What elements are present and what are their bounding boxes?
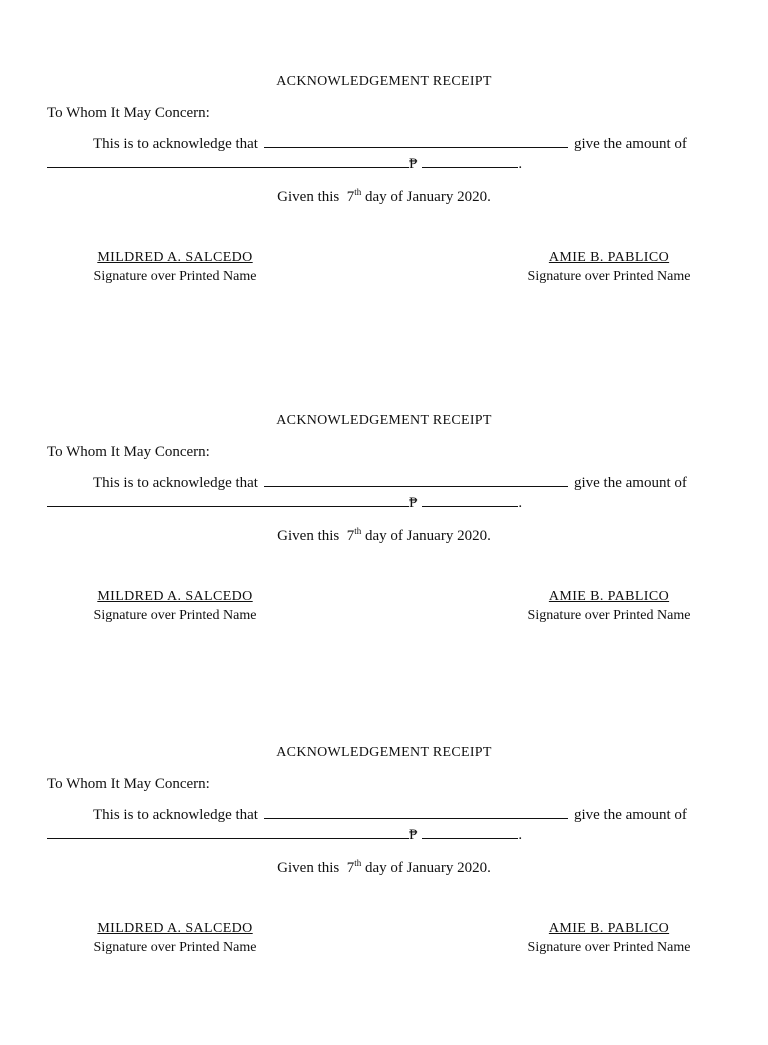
salutation: To Whom It May Concern: [47, 776, 210, 792]
given-suffix: day of January 2020. [365, 528, 491, 544]
right-signatory-name: AMIE B. PABLICO [548, 250, 670, 265]
body-middle-text: give the amount of [573, 807, 687, 823]
day-suffix: th [354, 858, 362, 868]
amount-words-blank[interactable] [47, 494, 409, 507]
receipt-title: ACKNOWLEDGEMENT RECEIPT [276, 745, 492, 760]
amount-line [47, 826, 522, 844]
amount-figure-blank[interactable] [422, 494, 518, 507]
given-date-line [0, 526, 768, 545]
currency-symbol: ₱ [409, 827, 418, 843]
receipt-1 [0, 74, 768, 374]
left-signature-block [70, 921, 280, 956]
currency-symbol: ₱ [409, 156, 418, 172]
amount-line [47, 155, 522, 173]
period: . [518, 495, 523, 511]
period: . [518, 156, 523, 172]
day-suffix: th [354, 187, 362, 197]
amount-line [47, 494, 522, 512]
given-suffix: day of January 2020. [365, 189, 491, 205]
right-signature-block [504, 921, 714, 956]
given-date-line [0, 858, 768, 877]
body-middle-text: give the amount of [573, 136, 687, 152]
left-signature-caption: Signature over Printed Name [93, 269, 257, 284]
day-number: 7 [346, 860, 355, 876]
payer-name-blank[interactable] [264, 135, 568, 148]
receipt-title: ACKNOWLEDGEMENT RECEIPT [276, 413, 492, 428]
given-prefix: Given this [277, 860, 340, 876]
left-signature-caption: Signature over Printed Name [93, 608, 257, 623]
day-number: 7 [346, 189, 355, 205]
body-start-text: This is to acknowledge that [93, 136, 258, 152]
receipt-2 [0, 413, 768, 713]
given-prefix: Given this [277, 528, 340, 544]
left-signature-block [70, 589, 280, 624]
day-suffix: th [354, 526, 362, 536]
receipt-title: ACKNOWLEDGEMENT RECEIPT [276, 74, 492, 89]
body-middle-text: give the amount of [573, 475, 687, 491]
right-signatory-name: AMIE B. PABLICO [548, 589, 670, 604]
left-signatory-name: MILDRED A. SALCEDO [97, 589, 253, 604]
body-start-text: This is to acknowledge that [93, 475, 258, 491]
left-signatory-name: MILDRED A. SALCEDO [97, 250, 253, 265]
right-signature-block [504, 250, 714, 285]
given-suffix: day of January 2020. [365, 860, 491, 876]
given-date-line [0, 187, 768, 206]
left-signatory-name: MILDRED A. SALCEDO [97, 921, 253, 936]
given-prefix: Given this [277, 189, 340, 205]
acknowledgement-line [93, 135, 687, 153]
salutation: To Whom It May Concern: [47, 105, 210, 121]
right-signature-block [504, 589, 714, 624]
amount-figure-blank[interactable] [422, 155, 518, 168]
payer-name-blank[interactable] [264, 474, 568, 487]
right-signatory-name: AMIE B. PABLICO [548, 921, 670, 936]
right-signature-caption: Signature over Printed Name [527, 269, 691, 284]
left-signature-block [70, 250, 280, 285]
amount-words-blank[interactable] [47, 155, 409, 168]
left-signature-caption: Signature over Printed Name [93, 940, 257, 955]
receipt-3 [0, 745, 768, 1045]
right-signature-caption: Signature over Printed Name [527, 940, 691, 955]
acknowledgement-line [93, 806, 687, 824]
acknowledgement-line [93, 474, 687, 492]
amount-words-blank[interactable] [47, 826, 409, 839]
right-signature-caption: Signature over Printed Name [527, 608, 691, 623]
period: . [518, 827, 523, 843]
body-start-text: This is to acknowledge that [93, 807, 258, 823]
day-number: 7 [346, 528, 355, 544]
salutation: To Whom It May Concern: [47, 444, 210, 460]
payer-name-blank[interactable] [264, 806, 568, 819]
currency-symbol: ₱ [409, 495, 418, 511]
amount-figure-blank[interactable] [422, 826, 518, 839]
